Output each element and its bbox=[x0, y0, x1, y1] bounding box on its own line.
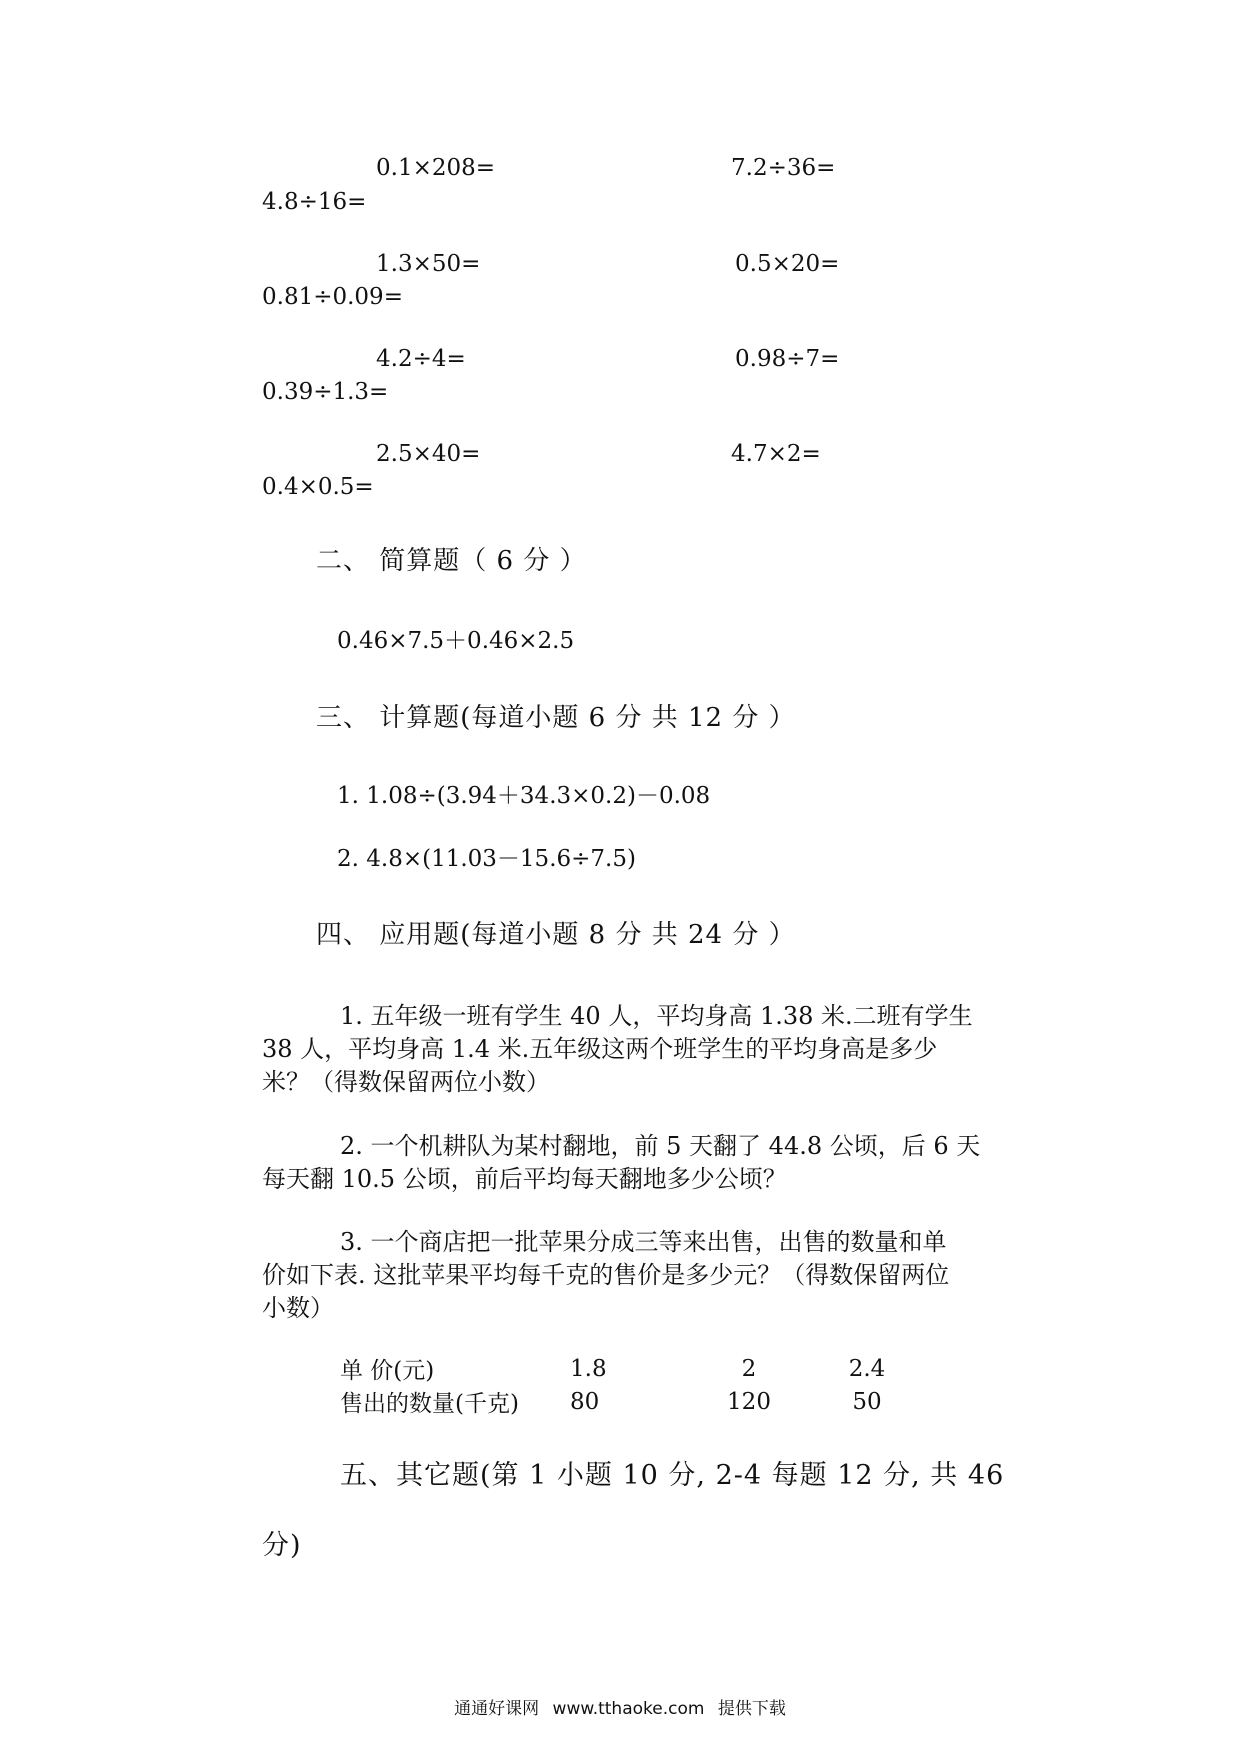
table-row-label: 售出的数量(千克) bbox=[340, 1391, 519, 1417]
oral-problem: 0.39÷1.3= bbox=[262, 379, 389, 405]
word-problem-3-line: 3. 一个商店把一批苹果分成三等来出售，出售的数量和单 bbox=[340, 1228, 947, 1256]
oral-problem: 0.5×20= bbox=[735, 251, 840, 277]
calc-problem-2: 2. 4.8×(11.03－15.6÷7.5) bbox=[337, 846, 636, 872]
footer-site-name: 通通好课网 bbox=[454, 1699, 540, 1719]
shortcut-problem: 0.46×7.5＋0.46×2.5 bbox=[337, 628, 575, 654]
section-heading-5: 五、其它题(第 1 小题 10 分, 2-4 每题 12 分, 共 46 bbox=[340, 1460, 1005, 1491]
page-footer bbox=[0, 1694, 1240, 1719]
table-row bbox=[340, 1352, 926, 1385]
table-row bbox=[340, 1385, 926, 1418]
word-problem-2-line: 每天翻 10.5 公顷，前后平均每天翻地多少公顷？ bbox=[262, 1165, 787, 1193]
word-problem-3-line: 价如下表. 这批苹果平均每千克的售价是多少元？（得数保留两位 bbox=[262, 1261, 950, 1289]
oral-problem: 4.7×2= bbox=[731, 441, 821, 467]
table-row-label: 单 价(元) bbox=[340, 1358, 435, 1384]
oral-problem: 0.81÷0.09= bbox=[262, 284, 403, 310]
oral-problem: 2.5×40= bbox=[376, 441, 481, 467]
table-cell: 2 bbox=[741, 1355, 757, 1382]
section-heading-2: 二、 简算题（ 6 分 ） bbox=[316, 546, 587, 576]
footer-suffix: 提供下载 bbox=[717, 1699, 786, 1719]
table-cell: 80 bbox=[570, 1388, 600, 1415]
calc-problem-1: 1. 1.08÷(3.94＋34.3×0.2)－0.08 bbox=[337, 783, 711, 809]
word-problem-1-line: 38 人，平均身高 1.4 米.五年级这两个班学生的平均身高是多少 bbox=[262, 1035, 938, 1063]
word-problem-1-line: 1. 五年级一班有学生 40 人，平均身高 1.38 米.二班有学生 bbox=[340, 1002, 973, 1030]
word-problem-3-line: 小数） bbox=[262, 1294, 334, 1322]
section-heading-3: 三、 计算题(每道小题 6 分 共 12 分 ） bbox=[316, 703, 796, 733]
oral-problem: 0.4×0.5= bbox=[262, 474, 374, 500]
section-heading-5-cont: 分) bbox=[262, 1530, 302, 1561]
section-heading-4: 四、 应用题(每道小题 8 分 共 24 分 ） bbox=[316, 920, 796, 950]
word-problem-2-line: 2. 一个机耕队为某村翻地，前 5 天翻了 44.8 公顷，后 6 天 bbox=[340, 1132, 981, 1160]
table-cell: 120 bbox=[727, 1388, 771, 1415]
oral-problem: 0.1×208= bbox=[376, 155, 496, 181]
oral-problem: 7.2÷36= bbox=[731, 155, 836, 181]
word-problem-1-line: 米？（得数保留两位小数） bbox=[262, 1068, 550, 1096]
oral-problem: 1.3×50= bbox=[376, 251, 481, 277]
oral-problem: 4.8÷16= bbox=[262, 189, 367, 215]
price-table bbox=[340, 1352, 926, 1418]
table-cell: 50 bbox=[852, 1388, 882, 1415]
table-cell: 1.8 bbox=[570, 1355, 607, 1382]
oral-problem: 4.2÷4= bbox=[376, 346, 466, 372]
table-cell: 2.4 bbox=[848, 1355, 886, 1382]
footer-url[interactable]: www.tthaoke.com bbox=[552, 1699, 705, 1719]
oral-problem: 0.98÷7= bbox=[735, 346, 840, 372]
